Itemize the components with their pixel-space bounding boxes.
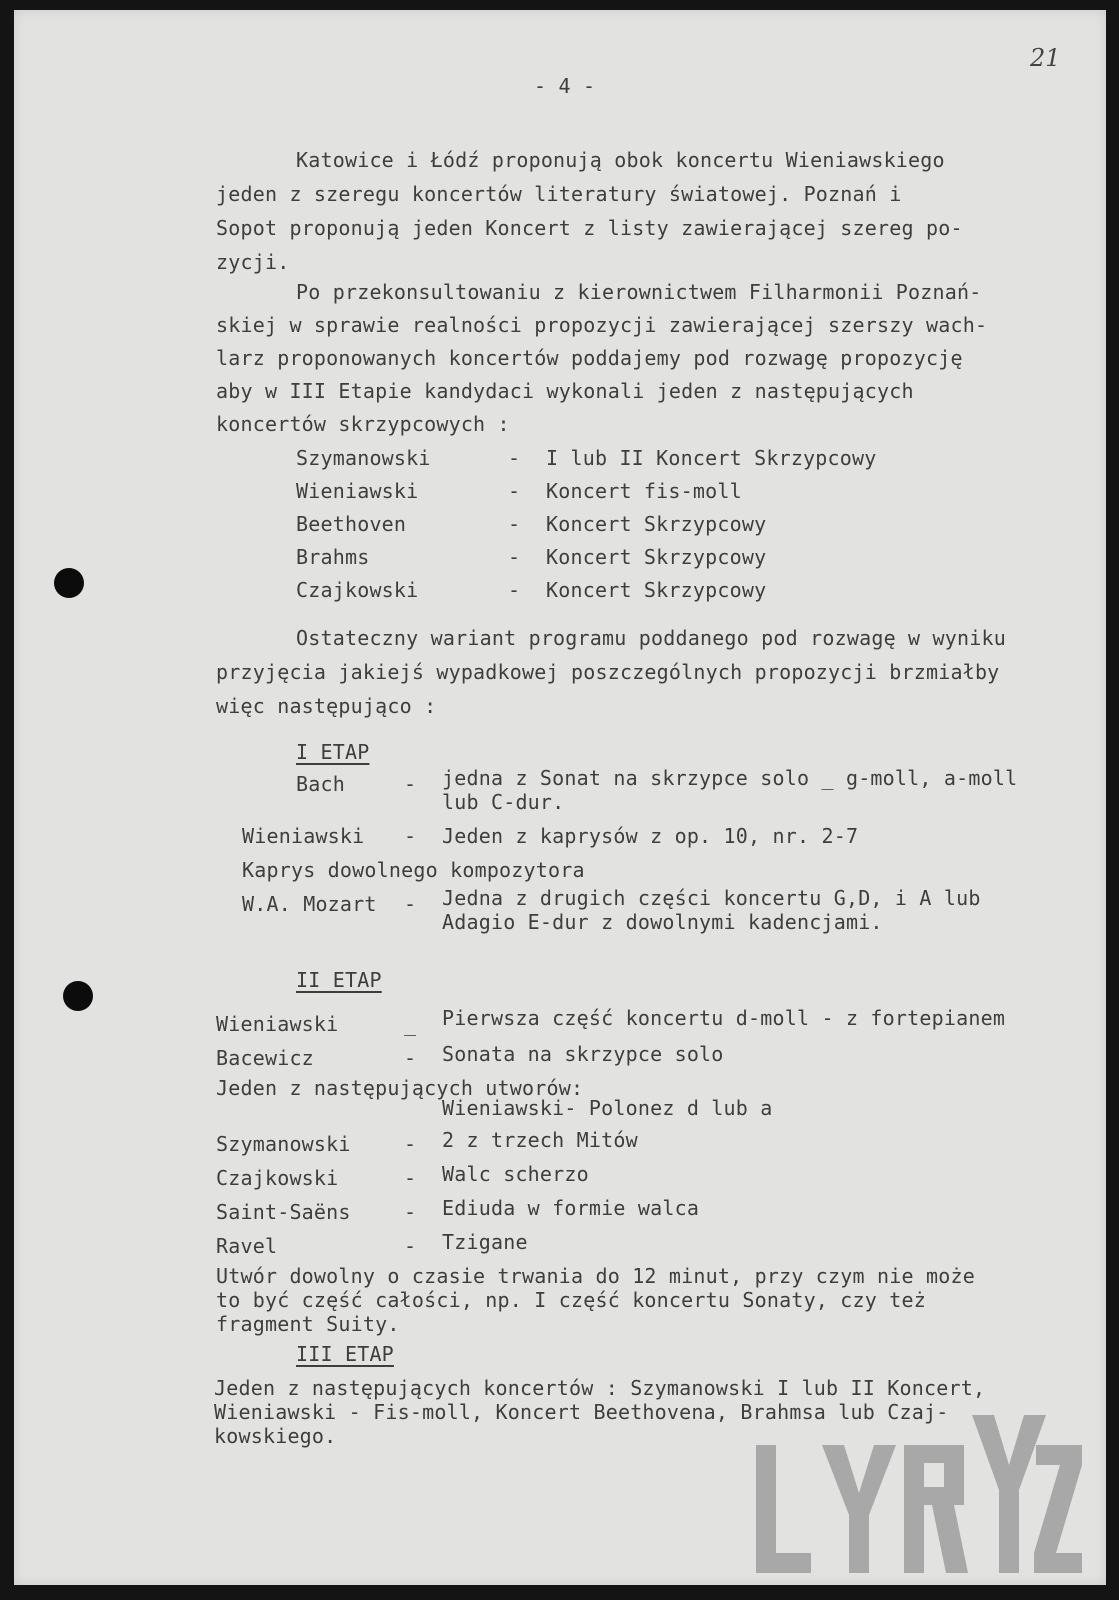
stage2-choice-dash: - xyxy=(404,1200,417,1224)
stage2-bacewicz-work: Sonata na skrzypce solo xyxy=(442,1042,724,1066)
stage1-wieniawski-dash: - xyxy=(404,824,417,848)
concert-composer: Szymanowski xyxy=(296,446,431,470)
text-line: aby w III Etapie kandydaci wykonali jeden z następujących xyxy=(216,379,914,403)
stage1-kaprys: Kaprys dowolnego kompozytora xyxy=(242,858,585,882)
stage2-bacewicz-dash: - xyxy=(404,1046,417,1070)
stage1-mozart-composer: W.A. Mozart xyxy=(242,892,377,916)
stage2-choice-composer: Ravel xyxy=(216,1234,278,1258)
stage2-choice-work: Walc scherzo xyxy=(442,1162,589,1186)
stage2-choice-composer: Czajkowski xyxy=(216,1166,339,1190)
stage2-choice-dash: - xyxy=(404,1132,417,1156)
stage2-choice-composer: Szymanowski xyxy=(216,1132,351,1156)
concert-composer: Wieniawski xyxy=(296,479,419,503)
concert-composer: Czajkowski xyxy=(296,578,419,602)
stage2-choice-dash: - xyxy=(404,1234,417,1258)
stage3-text-line: Wieniawski - Fis-moll, Koncert Beethovena, Brahmsa lub Czaj- xyxy=(214,1400,949,1424)
concert-work: Koncert fis-moll xyxy=(546,479,742,503)
stage2-free-piece-line: to być część całości, np. I część koncertu Sonaty, czy też xyxy=(216,1288,926,1312)
stage2-choice-intro: Jeden z następujących utworów: xyxy=(216,1076,584,1100)
stage1-bach-composer: Bach xyxy=(296,772,345,796)
stage1-mozart-dash: - xyxy=(404,892,417,916)
concert-dash: - xyxy=(508,446,521,470)
text-line: jeden z szeregu koncertów literatury światowej. Poznań i xyxy=(216,182,902,206)
text-line: zycji. xyxy=(216,250,290,274)
text-line: Ostateczny wariant programu poddanego pod rozwagę w wyniku xyxy=(296,626,1006,650)
stage2-choice-work: Ediuda w formie walca xyxy=(442,1196,700,1220)
stage2-free-piece-line: Utwór dowolny o czasie trwania do 12 minut, przy czym nie może xyxy=(216,1264,975,1288)
stage1-bach-dash: - xyxy=(404,772,417,796)
text-line: Katowice i Łódź proponują obok koncertu Wieniawskiego xyxy=(296,148,945,172)
concert-work: Koncert Skrzypcowy xyxy=(546,578,767,602)
text-line: przyjęcia jakiejś wypadkowej poszczególnych propozycji brzmiałby xyxy=(216,660,1000,684)
stage1-heading: I ETAP xyxy=(296,740,370,764)
stage2-choice-work: 2 z trzech Mitów xyxy=(442,1128,638,1152)
stage2-wieniawski-work: Pierwsza część koncertu d-moll - z fortepianem xyxy=(442,1006,1006,1030)
handwritten-page-number: 21 xyxy=(1030,44,1061,72)
concert-work: I lub II Koncert Skrzypcowy xyxy=(546,446,877,470)
text-line: skiej w sprawie realności propozycji zawierającej szerszy wach- xyxy=(216,313,988,337)
lyryz-watermark-logo xyxy=(754,1405,1084,1580)
stage1-wieniawski-composer: Wieniawski xyxy=(242,824,365,848)
stage1-mozart-work: Jedna z drugich części koncertu G,D, i A lub xyxy=(442,886,981,910)
punch-hole-bottom xyxy=(63,981,93,1011)
concert-dash: - xyxy=(508,578,521,602)
stage1-mozart-work-cont: Adagio E-dur z dowolnymi kadencjami. xyxy=(442,910,883,934)
stage2-choice-first: Wieniawski- Polonez d lub a xyxy=(442,1096,773,1120)
concert-dash: - xyxy=(508,512,521,536)
stage1-bach-work: jedna z Sonat na skrzypce solo _ g-moll, a-moll xyxy=(442,766,1018,790)
stage2-free-piece-line: fragment Suity. xyxy=(216,1312,400,1336)
stage2-wieniawski-composer: Wieniawski xyxy=(216,1012,339,1036)
text-line: Sopot proponują jeden Koncert z listy zawierającej szereg po- xyxy=(216,216,963,240)
text-line: więc następująco : xyxy=(216,694,437,718)
concert-dash: - xyxy=(508,479,521,503)
stage2-heading: II ETAP xyxy=(296,968,382,992)
stage1-wieniawski-work: Jeden z kaprysów z op. 10, nr. 2-7 xyxy=(442,824,859,848)
stage2-wieniawski-dash: _ xyxy=(404,1012,417,1036)
text-line: Po przekonsultowaniu z kierownictwem Filharmonii Poznań- xyxy=(296,280,982,304)
text-line: larz proponowanych koncertów poddajemy pod rozwagę propozycję xyxy=(216,346,963,370)
punch-hole-top xyxy=(54,568,84,598)
concert-dash: - xyxy=(508,545,521,569)
stage3-text-line: kowskiego. xyxy=(214,1424,337,1448)
concert-composer: Brahms xyxy=(296,545,370,569)
stage2-choice-dash: - xyxy=(404,1166,417,1190)
page-marker: - 4 - xyxy=(534,74,596,98)
stage1-bach-work-cont: lub C-dur. xyxy=(442,790,565,814)
document-page xyxy=(14,10,1106,1585)
stage2-choice-composer: Saint-Saëns xyxy=(216,1200,351,1224)
concert-composer: Beethoven xyxy=(296,512,407,536)
stage2-bacewicz-composer: Bacewicz xyxy=(216,1046,314,1070)
concert-work: Koncert Skrzypcowy xyxy=(546,512,767,536)
stage3-text-line: Jeden z następujących koncertów : Szymanowski I lub II Koncert, xyxy=(214,1376,986,1400)
stage3-heading: III ETAP xyxy=(296,1342,394,1366)
stage2-choice-work: Tzigane xyxy=(442,1230,528,1254)
concert-work: Koncert Skrzypcowy xyxy=(546,545,767,569)
text-line: koncertów skrzypcowych : xyxy=(216,412,510,436)
